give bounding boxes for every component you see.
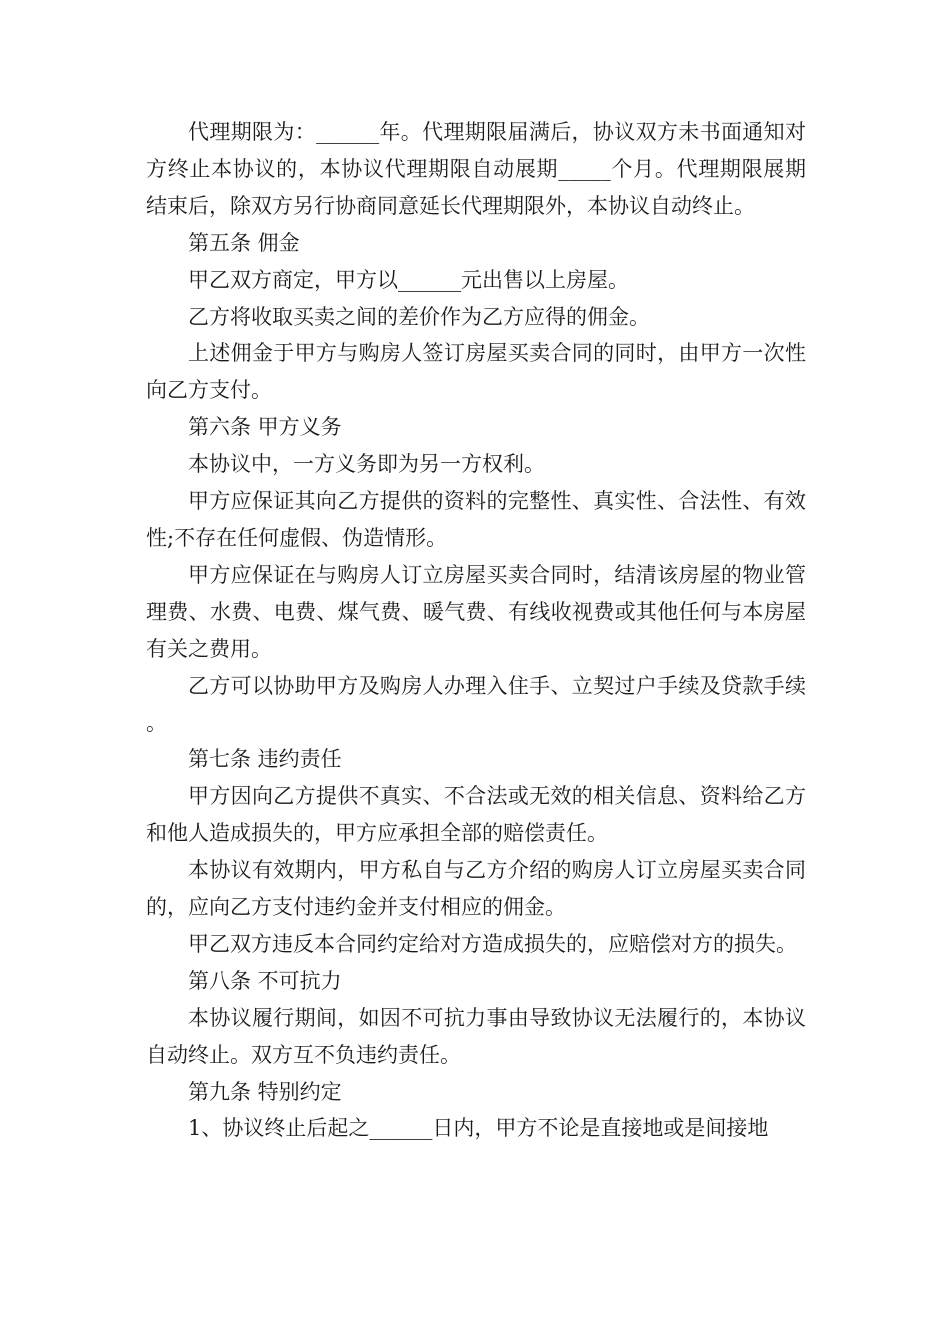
paragraph-private-contract: 本协议有效期内，甲方私自与乙方介绍的购房人订立房屋买卖合同的，应向乙方支付违约金并支付相应的佣金。 [146, 858, 806, 920]
document-body [146, 114, 806, 1147]
paragraph-document-authenticity: 甲方应保证其向乙方提供的资料的完整性、真实性、合法性、有效性;不存在任何虚假、伪造情形。 [146, 489, 806, 550]
paragraph-special-term-1: 1、协议终止后起之______日内，甲方不论是直接地或是间接地 [188, 1116, 769, 1141]
paragraph-commission-difference: 乙方将收取买卖之间的差价作为乙方应得的佣金。 [188, 304, 650, 329]
paragraph-assistance: 乙方可以协助甲方及购房人办理入住手、立契过户手续及贷款手续。 [146, 673, 806, 735]
paragraph-fees-settlement: 甲方应保证在与购房人订立房屋买卖合同时，结清该房屋的物业管理费、水费、电费、煤气费、暖气费、有线收视费或其他任何与本房屋有关之费用。 [146, 562, 806, 661]
paragraph-force-majeure: 本协议履行期间，如因不可抗力事由导致协议无法履行的，本协议自动终止。双方互不负违约责任。 [146, 1005, 806, 1067]
paragraph-false-information: 甲方因向乙方提供不真实、不合法或无效的相关信息、资料给乙方和他人造成损失的，甲方应承担全部的赔偿责任。 [146, 784, 806, 846]
paragraph-agency-term: 代理期限为：______年。代理期限届满后，协议双方未书面通知对方终止本协议的，本协议代理期限自动展期_____个月。代理期限展期结束后，除双方另行协商同意延长代理期限外，本协议自动终止。 [146, 120, 806, 218]
paragraph-commission-payment: 上述佣金于甲方与购房人签订房屋买卖合同的同时，由甲方一次性向乙方支付。 [146, 341, 806, 403]
heading-article-8-force-majeure: 第八条 不可抗力 [188, 968, 342, 993]
heading-article-6-party-a-obligations: 第六条 甲方义务 [188, 415, 342, 440]
heading-article-5-commission: 第五条 佣金 [188, 230, 300, 255]
paragraph-obligations-rights: 本协议中，一方义务即为另一方权利。 [188, 452, 545, 477]
paragraph-breach-compensation: 甲乙双方违反本合同约定给对方造成损失的，应赔偿对方的损失。 [188, 931, 797, 956]
paragraph-sale-price: 甲乙双方商定，甲方以______元出售以上房屋。 [188, 267, 629, 292]
heading-article-9-special-terms: 第九条 特别约定 [188, 1079, 342, 1104]
heading-article-7-liability: 第七条 违约责任 [188, 747, 342, 772]
